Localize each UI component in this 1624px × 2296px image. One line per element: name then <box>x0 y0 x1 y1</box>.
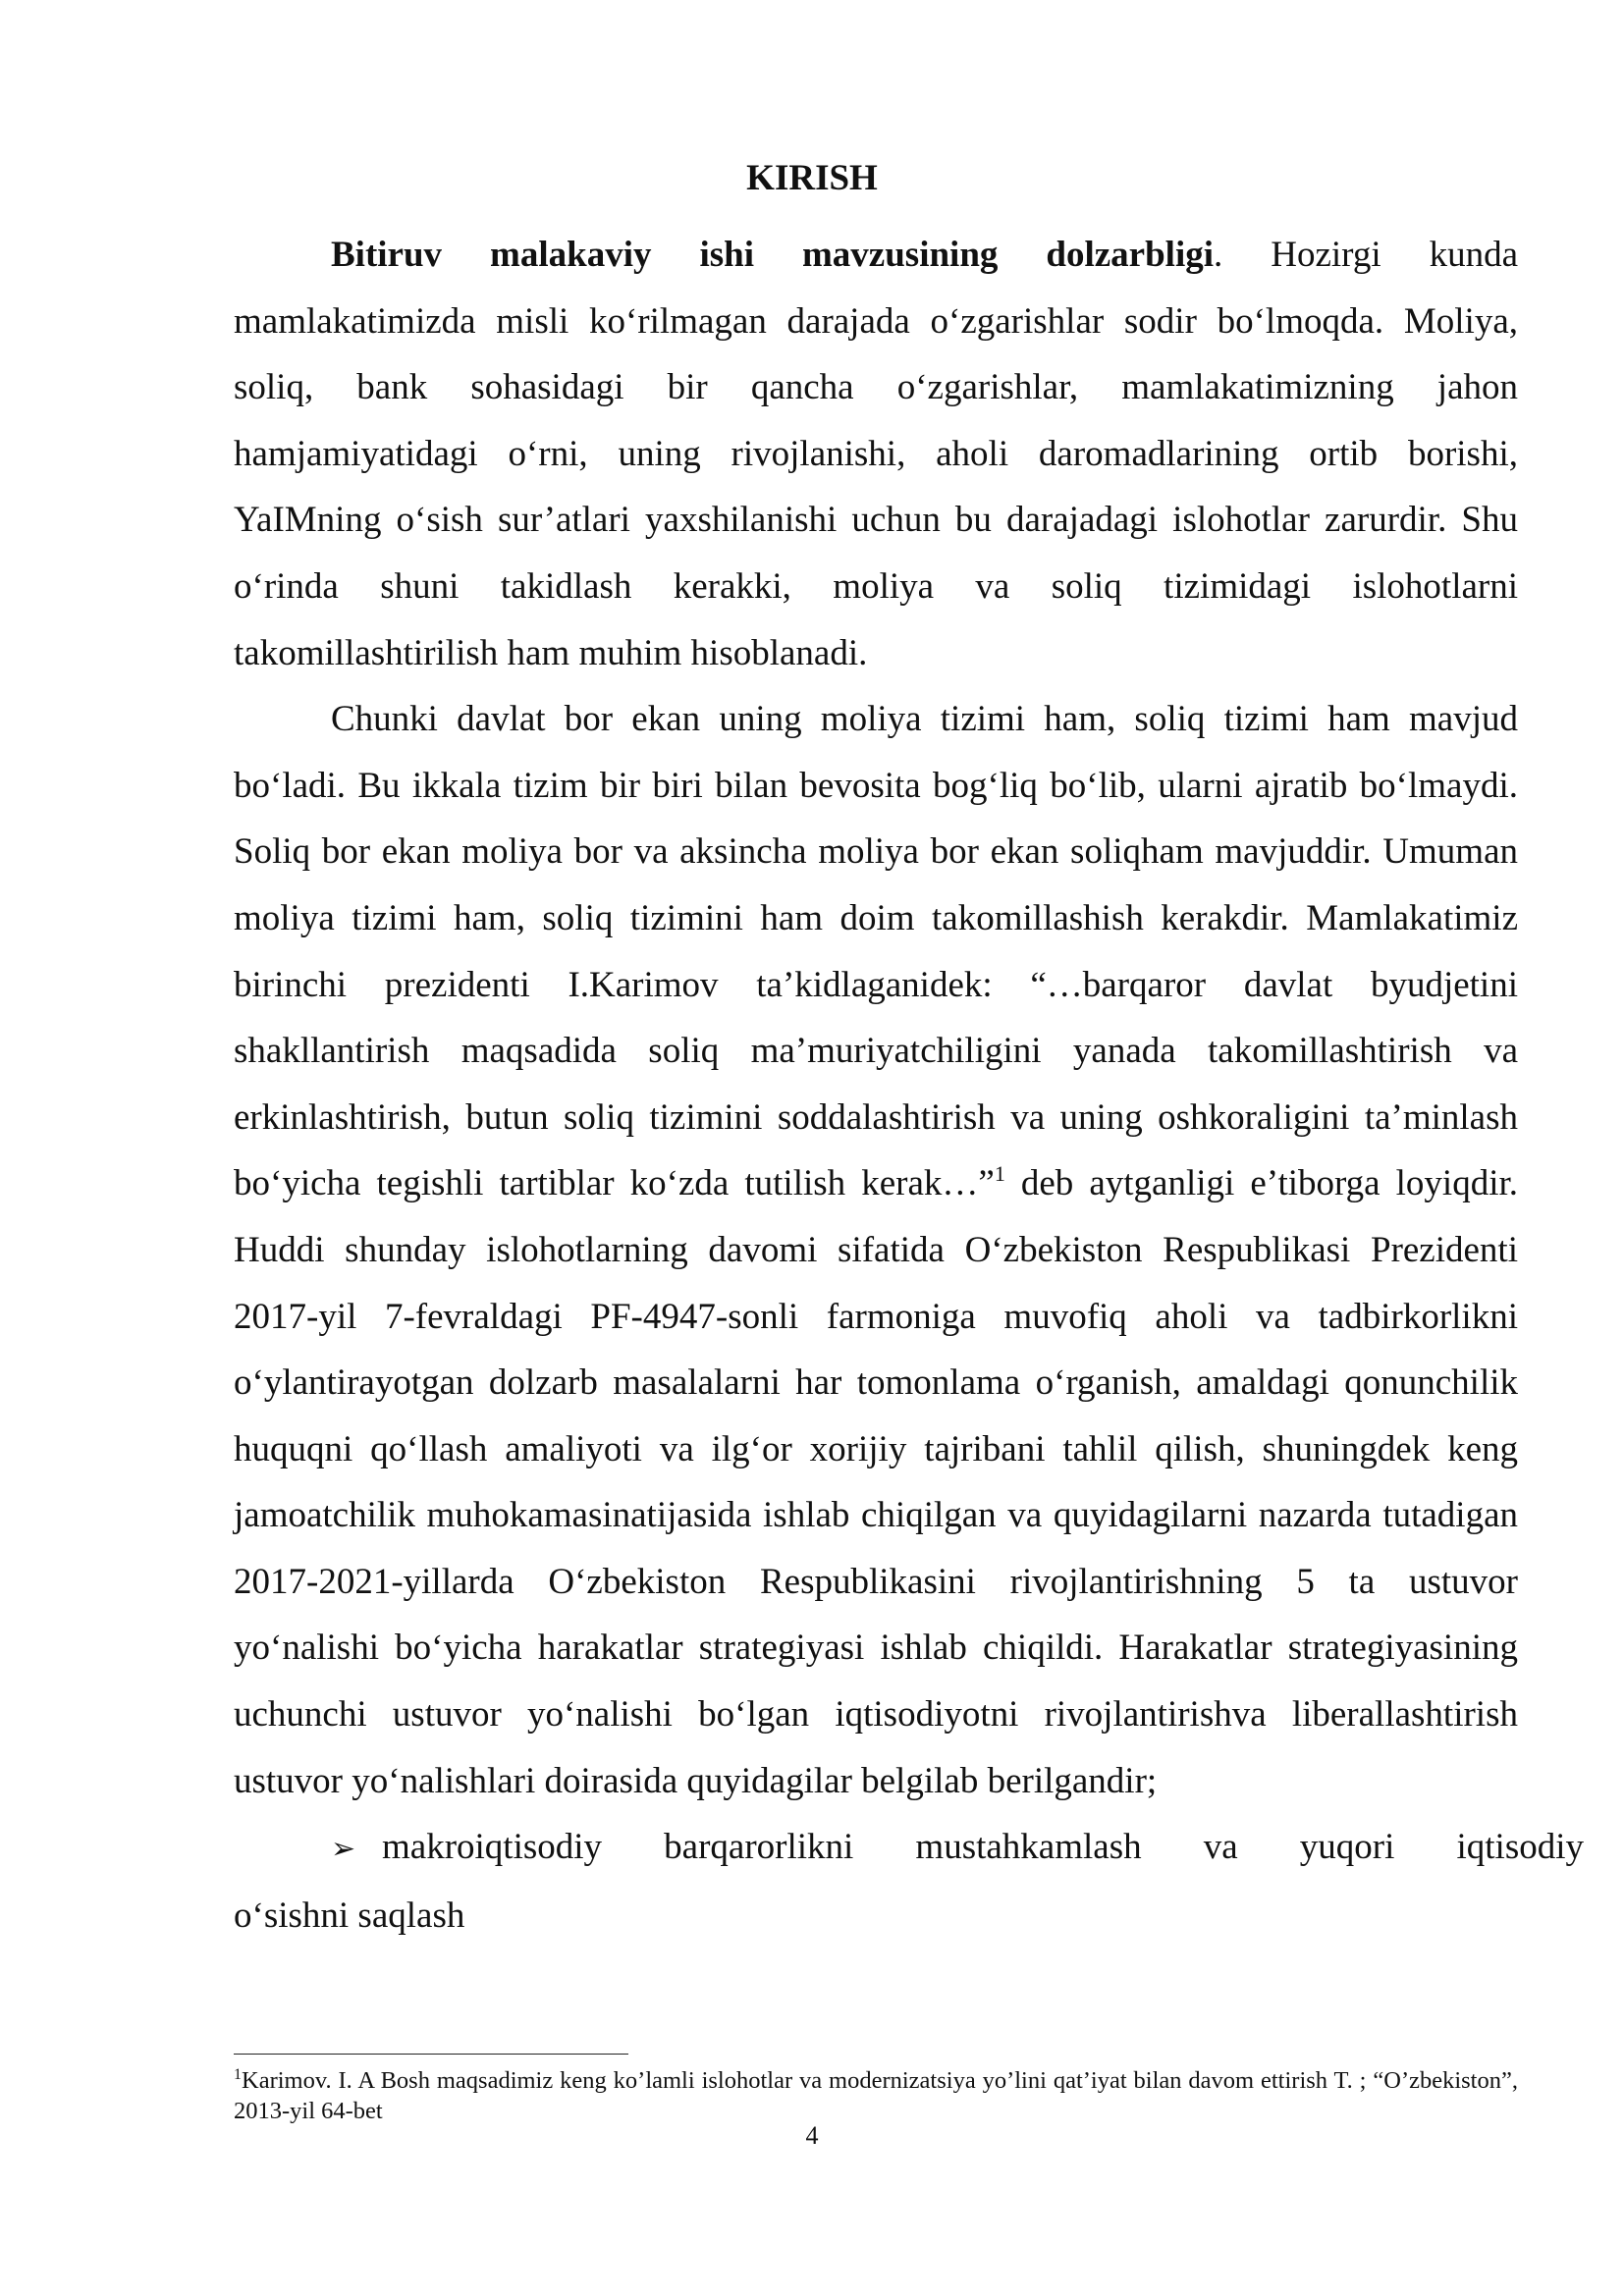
paragraph-1-lead: Bitiruv malakaviy ishi mavzusining dolzarbligi <box>331 235 1215 275</box>
section-heading: KIRISH <box>746 158 878 198</box>
footnote-text: Karimov. I. A Bosh maqsadimiz keng ko’lamli islohotlar va modernizatsiya yo’lini qat’iyat bilan davom ettirish T. ; “O’zbekiston”, 2013-yil 64-bet <box>234 2067 1518 2124</box>
main-text <box>234 222 1584 1949</box>
paragraph-2-text-after-note: deb aytganligi e’tiborga loyiqdir. Huddi shunday islohotlarning davomi sifatida O‘zbekiston Respublikasi Prezidenti 2017-yil 7-fevraldagi PF-4947-sonli farmoniga muvofiq aholi va tadbirkorlikni o‘ylantirayotgan dolzarb masalalarni har tomonlama o‘rganish, amaldagi qonunchilik huquqni qo‘llash amaliyoti va ilg‘or xorijiy tajribani tahlil qilish, shuningdek keng jamoatchilik muhokamasinatijasida ishlab chiqilgan va quyidagilarni nazarda tutadigan 2017-2021-yillarda O‘zbekiston Respublikasini rivojlantirishning 5 ta ustuvor yo‘nalishi bo‘yicha harakatlar strategiyasi ishlab chiqildi. Harakatlar strategiyasining uchunchi ustuvor yo‘nalishi bo‘lgan iqtisodiyotni rivojlantirishva liberallashtirish ustuvor yo‘nalishlari doirasida quyidagilar belgilab berilgandir; <box>234 1163 1519 1801</box>
page-number: 4 <box>805 2121 819 2150</box>
bullet-text-first-line: makroiqtisodiy barqarorlikni mustahkamlash va yuqori iqtisodiy <box>382 1827 1584 1868</box>
paragraph-1-text: . Hozirgi kunda mamlakatimizda misli ko‘rilmagan darajada o‘zgarishlar sodir bo‘lmoqda. Moliya, soliq, bank sohasidagi bir qancha o‘zgarishlar, mamlakatimizning jahon hamjamiyatidagi o‘rni, uning rivojlanishi, aholi daromadlarining ortib borishi, YaIMning o‘sish sur’atlari yaxshilanishi uchun bu darajadagi islohotlar zarurdir. Shu o‘rinda shuni takidlash kerakki, moliya va soliq tizimidagi islohotlarni takomillashtirilish ham muhim hisoblanadi. <box>234 235 1518 673</box>
paragraph-2 <box>234 686 1518 1814</box>
bullet-text-continuation: o‘sishni saqlash <box>234 1895 465 1936</box>
paragraph-2-text-before-note: Chunki davlat bor ekan uning moliya tizimi ham, soliq tizimi ham mavjud bo‘ladi. Bu ikkala tizim bir biri bilan bevosita bog‘liq bo‘lib, ularni ajratib bo‘lmaydi. Soliq bor ekan moliya bor va aksincha moliya bor ekan soliqham mavjuddir. Umuman moliya tizimi ham, soliq tizimini ham doim takomillashish kerakdir. Mamlakatimiz birinchi prezidenti I.Karimov ta’kidlaganidek: “…barqaror davlat byudjetini shakllantirish maqsadida soliq ma’muriyatchiligini yanada takomillashtirish va erkinlashtirish, butun soliq tizimini soddalashtirish va uning oshkoraligini ta’minlash bo‘yicha tegishli tartiblar ko‘zda tutilish kerak…” <box>234 699 1518 1204</box>
footnote-reference[interactable]: 1 <box>994 1161 1005 1187</box>
bullet-list-item <box>234 1814 1584 1883</box>
footnote <box>234 2065 1518 2126</box>
footnote-separator <box>234 2054 628 2055</box>
footnote-marker: 1 <box>234 2066 242 2083</box>
bullet-first-row <box>331 1814 1584 1883</box>
arrowhead-bullet-icon: ➢ <box>331 1832 356 1867</box>
paragraph-1 <box>234 222 1518 686</box>
